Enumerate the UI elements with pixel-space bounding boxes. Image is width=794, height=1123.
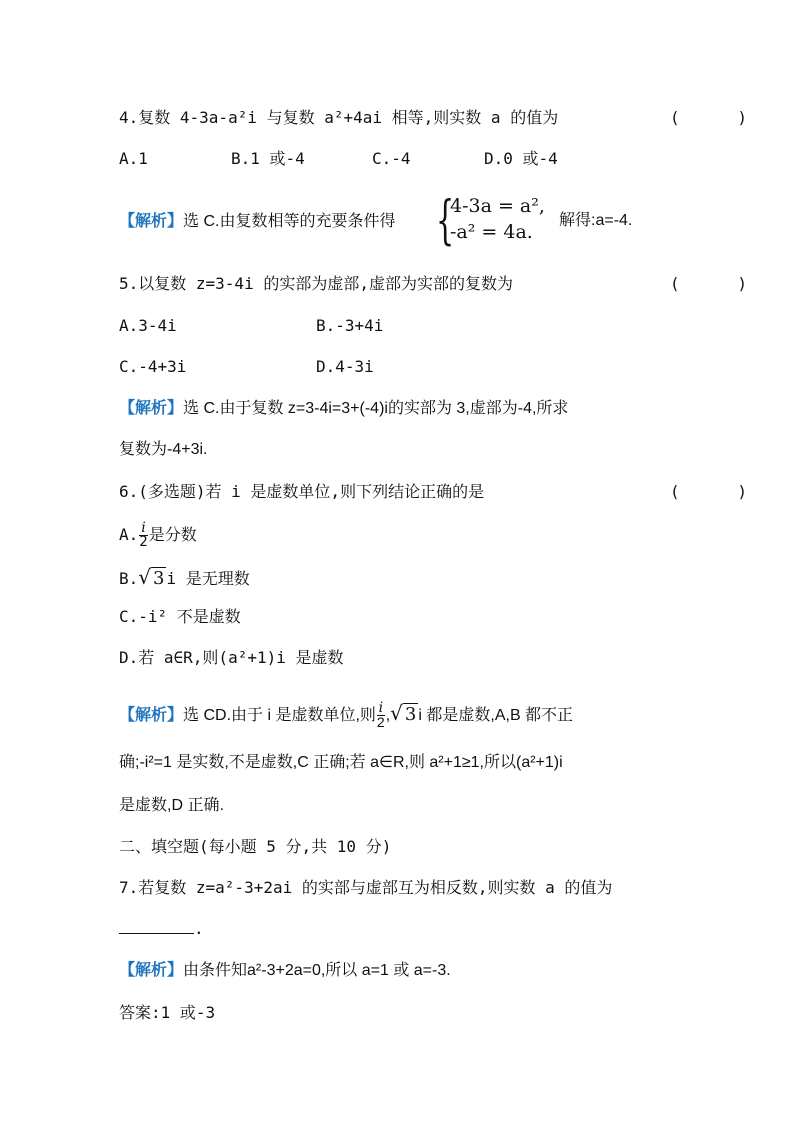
q4-option-d: D.0 或-4: [484, 149, 558, 168]
q6-option-b-prefix: B.: [119, 569, 139, 588]
fraction-denominator: 2: [376, 714, 385, 731]
analysis-label: 【解析】: [119, 707, 184, 724]
q6-option-a: [119, 522, 197, 549]
q5-option-c: C.-4+3i: [119, 357, 187, 376]
q4-option-a: A.1: [119, 149, 148, 168]
q6-analysis-line2: 确;-i²=1 是实数,不是虚数,C 正确;若 a∈R,则 a²+1≥1,所以(a²+1)i: [119, 754, 563, 771]
fraction-i-over-2: [139, 522, 147, 549]
q6-option-b-suffix: i 是无理数: [166, 569, 250, 588]
q4-equation-system: [436, 193, 556, 249]
q7-answer: 答案:1 或-3: [119, 1003, 216, 1022]
q7-analysis: [119, 960, 451, 982]
blank-line: [119, 919, 194, 934]
q5-analysis-line1: [119, 398, 568, 420]
q7-stem: 7.若复数 z=a²-3+2ai 的实部与虚部互为相反数,则实数 a 的值为: [119, 878, 613, 897]
q6-analysis-text1a: 选 CD.由于 i 是虚数单位,则: [183, 707, 376, 724]
fraction-numerator: i: [378, 700, 384, 717]
left-brace-icon: {: [436, 191, 455, 251]
q6-analysis-text1b: i 都是虚数,A,B 都不正: [418, 707, 574, 724]
q6-answer-paren: ( ): [670, 482, 748, 501]
q5-option-a: A.3-4i: [119, 316, 177, 335]
sqrt-argument: 3: [153, 568, 165, 589]
q7-answer-blank: [119, 918, 204, 940]
analysis-label: 【解析】: [119, 400, 184, 417]
q5-analysis-text1: 选 C.由于复数 z=3-4i=3+(-4)i的实部为 3,虚部为-4,所求: [183, 400, 569, 417]
q4-answer-paren: ( ): [670, 108, 748, 127]
q4-option-b: B.1 或-4: [231, 149, 305, 168]
q4-stem: 4.复数 4-3a-a²i 与复数 a²+4ai 相等,则实数 a 的值为: [119, 108, 559, 127]
q5-option-d: D.4-3i: [316, 357, 374, 376]
q4-eq1: 4-3a = a²,: [450, 195, 545, 217]
fraction-i-over-2: [377, 702, 385, 729]
q6-analysis-line3: 是虚数,D 正确.: [119, 797, 224, 814]
fraction-numerator: i: [141, 520, 146, 536]
q4-analysis-tail: 解得:a=-4.: [559, 212, 633, 229]
q4-eq2: -a² = 4a.: [450, 221, 533, 243]
q6-stem: 6.(多选题)若 i 是虚数单位,则下列结论正确的是: [119, 482, 485, 501]
q5-analysis-line2: 复数为-4+3i.: [119, 441, 208, 458]
q5-option-b: B.-3+4i: [316, 316, 384, 335]
q7-analysis-text: 由条件知a²-3+2a=0,所以 a=1 或 a=-3.: [183, 962, 451, 979]
q6-option-d: D.若 a∈R,则(a²+1)i 是虚数: [119, 648, 344, 667]
q6-option-a-suffix: 是分数: [148, 525, 197, 544]
fraction-denominator: 2: [139, 534, 148, 550]
q6-option-b: [119, 566, 250, 590]
q4-option-c: C.-4: [372, 149, 411, 168]
analysis-label: 【解析】: [119, 962, 184, 979]
q4-analysis-text: 选 C.由复数相等的充要条件得: [183, 213, 396, 230]
section2-title: 二、填空题(每小题 5 分,共 10 分): [119, 837, 392, 856]
blank-suffix: .: [194, 919, 204, 938]
q6-analysis-line1: 【解析】选 CD.由于 i 是虚数单位,则 $\frac{i}{2}$ ,√ 3 i 都是虚数,A,B 都不正: [119, 700, 574, 731]
q6-option-a-prefix: A.: [119, 525, 139, 544]
q6-option-c: C.-i² 不是虚数: [119, 607, 241, 626]
sqrt-icon: √ 3: [138, 565, 165, 589]
sqrt-icon: √ 3: [390, 701, 417, 725]
sqrt-argument: 3: [404, 704, 417, 725]
q5-answer-paren: ( ): [670, 274, 748, 293]
q5-stem: 5.以复数 z=3-4i 的实部为虚部,虚部为实部的复数为: [119, 274, 513, 293]
analysis-label: 【解析】: [119, 213, 184, 230]
q4-analysis: [119, 210, 395, 233]
